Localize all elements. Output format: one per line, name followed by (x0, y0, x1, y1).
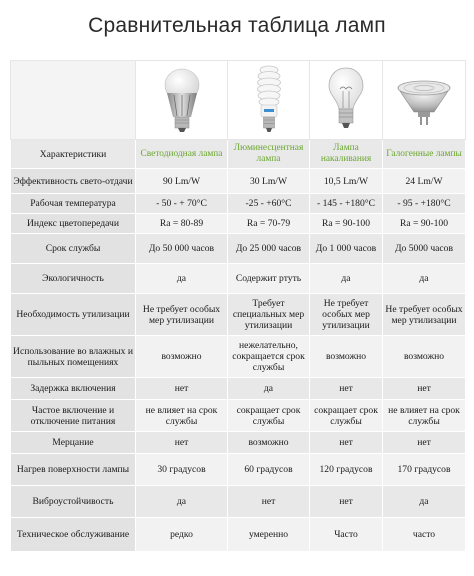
table-row (11, 214, 466, 234)
table-cell: сокращает срок службы (310, 400, 383, 432)
table-row (11, 486, 466, 518)
led-bulb-cell (136, 61, 228, 140)
table-cell: - 95 - +180°C (383, 194, 466, 214)
table-cell: - 50 - + 70°C (136, 194, 228, 214)
table-cell: До 25 000 часов (228, 234, 310, 264)
table-cell: До 5000 часов (383, 234, 466, 264)
table-cell: 120 градусов (310, 454, 383, 486)
table-cell: нет (310, 432, 383, 454)
table-cell: да (310, 264, 383, 294)
table-cell: 24 Lm/W (383, 169, 466, 194)
incandescent-bulb-cell (310, 61, 383, 140)
table-cell: редко (136, 518, 228, 552)
table-cell: -25 - +60°C (228, 194, 310, 214)
table-cell: 30 Lm/W (228, 169, 310, 194)
table-row (11, 294, 466, 336)
row-label: Индекс цветопередачи (11, 214, 136, 234)
table-cell: Требует специальных мер утилизации (228, 294, 310, 336)
table-cell: До 50 000 часов (136, 234, 228, 264)
table-cell: Не требует особых мер утилизации (383, 294, 466, 336)
table-cell: Содержит ртуть (228, 264, 310, 294)
column-header-fluorescent: Люминесцентная лампа (228, 140, 310, 169)
row-label: Частое включение и отключение питания (11, 400, 136, 432)
table-cell: возможно (228, 432, 310, 454)
row-label: Нагрев поверхности лампы (11, 454, 136, 486)
row-label: Экологичность (11, 264, 136, 294)
table-cell: нет (383, 432, 466, 454)
row-label: Виброустойчивость (11, 486, 136, 518)
table-row (11, 234, 466, 264)
table-cell: не влияет на срок службы (383, 400, 466, 432)
halogen-lamp-icon (394, 72, 454, 128)
column-header-halogen: Галогенные лампы (383, 140, 466, 169)
table-row (11, 336, 466, 378)
cfl-bulb-cell (228, 61, 310, 140)
table-cell: Ra = 70-79 (228, 214, 310, 234)
cfl-bulb-icon (251, 64, 287, 136)
table-row (11, 378, 466, 400)
table-cell: нет (383, 378, 466, 400)
table-cell: нет (310, 378, 383, 400)
row-label: Рабочая температура (11, 194, 136, 214)
table-cell: не влияет на срок службы (136, 400, 228, 432)
table-row (11, 432, 466, 454)
table-cell: 60 градусов (228, 454, 310, 486)
table-cell: да (383, 264, 466, 294)
row-label: Использование во влажных и пыльных помещениях (11, 336, 136, 378)
table-cell: возможно (383, 336, 466, 378)
column-header-led: Светодиодная лампа (136, 140, 228, 169)
table-cell: До 1 000 часов (310, 234, 383, 264)
table-cell: нет (136, 432, 228, 454)
comparison-table (10, 60, 466, 552)
corner-cell (11, 61, 136, 140)
table-cell: нет (310, 486, 383, 518)
row-label: Необходимость утилизации (11, 294, 136, 336)
table-cell: часто (383, 518, 466, 552)
table-row (11, 264, 466, 294)
table-cell: - 145 - +180°C (310, 194, 383, 214)
row-label: Эффективность свето-отдачи (11, 169, 136, 194)
table-cell: 10,5 Lm/W (310, 169, 383, 194)
column-header-characteristics: Характеристики (11, 140, 136, 169)
table-row (11, 454, 466, 486)
table-cell: Часто (310, 518, 383, 552)
table-cell: нежелательно, сокращается срок службы (228, 336, 310, 378)
table-cell: сокращает срок службы (228, 400, 310, 432)
led-bulb-icon (160, 65, 204, 135)
table-cell: нет (228, 486, 310, 518)
row-label: Техническое обслуживание (11, 518, 136, 552)
table-row (11, 400, 466, 432)
row-label: Задержка включения (11, 378, 136, 400)
table-cell: 90 Lm/W (136, 169, 228, 194)
table-cell: Не требует особых мер утилизации (136, 294, 228, 336)
table-cell: Ra = 90-100 (383, 214, 466, 234)
halogen-lamp-cell (383, 61, 466, 140)
incandescent-bulb-icon (326, 65, 366, 135)
table-row (11, 194, 466, 214)
table-cell: 170 градусов (383, 454, 466, 486)
table-cell: возможно (310, 336, 383, 378)
table-row (11, 169, 466, 194)
table-cell: Ra = 90-100 (310, 214, 383, 234)
table-row (11, 518, 466, 552)
table-cell: да (228, 378, 310, 400)
column-header-row (11, 140, 466, 169)
table-cell: 30 градусов (136, 454, 228, 486)
lamp-images-row (11, 61, 466, 140)
table-cell: нет (136, 378, 228, 400)
table-cell: да (136, 486, 228, 518)
column-header-incandescent: Лампа накаливания (310, 140, 383, 169)
table-cell: Не требует особых мер утилизации (310, 294, 383, 336)
table-cell: Ra = 80-89 (136, 214, 228, 234)
table-cell: да (136, 264, 228, 294)
row-label: Срок службы (11, 234, 136, 264)
page-title: Сравнительная таблица ламп (88, 14, 386, 37)
table-cell: возможно (136, 336, 228, 378)
table-cell: умеренно (228, 518, 310, 552)
table-cell: да (383, 486, 466, 518)
row-label: Мерцание (11, 432, 136, 454)
